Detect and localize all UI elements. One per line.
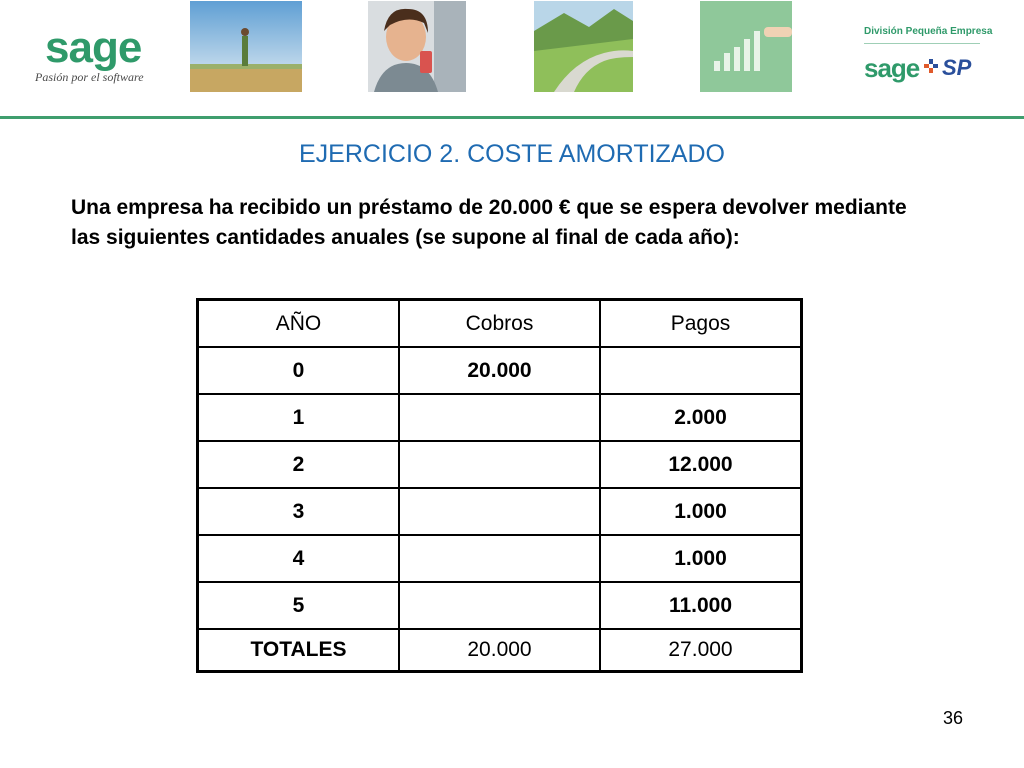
totals-pagos: 27.000 — [600, 629, 802, 672]
cell-cobros — [399, 535, 600, 582]
totals-cobros: 20.000 — [399, 629, 600, 672]
cell-cobros — [399, 441, 600, 488]
cell-pagos: 1.000 — [600, 535, 802, 582]
exercise-statement: Una empresa ha recibido un préstamo de 20.000 € que se espera devolver mediante las siguientes cantidades anuales (se supone al final de cada año): — [71, 196, 907, 249]
division-label: División Pequeña Empresa — [864, 26, 993, 37]
cell-year: 3 — [198, 488, 400, 535]
column-header-pagos: Pagos — [600, 300, 802, 348]
sp-cross-icon — [924, 59, 938, 73]
cell-year: 2 — [198, 441, 400, 488]
page-number: 36 — [942, 708, 963, 728]
cell-pagos: 12.000 — [600, 441, 802, 488]
sage-logo — [35, 23, 155, 88]
table-row — [198, 582, 802, 629]
column-header-cobros: Cobros — [399, 300, 600, 348]
cell-cobros — [399, 394, 600, 441]
table-header-row — [198, 300, 802, 348]
table-row — [198, 347, 802, 394]
totals-row — [198, 629, 802, 672]
cell-pagos: 2.000 — [600, 394, 802, 441]
cell-year: 4 — [198, 535, 400, 582]
slide-title: EJERCICIO 2. COSTE AMORTIZADO — [299, 140, 725, 168]
column-header-year: AÑO — [198, 300, 400, 348]
chart-on-board-photo — [700, 1, 792, 92]
division-divider — [864, 43, 980, 44]
loan-cashflow-table — [196, 298, 803, 673]
cell-pagos: 11.000 — [600, 582, 802, 629]
sage-logo-wordmark: sage — [45, 23, 142, 72]
sp-wordmark: SP — [942, 55, 972, 80]
cell-year: 0 — [198, 347, 400, 394]
woman-with-phone-photo — [368, 1, 466, 92]
totals-label: TOTALES — [198, 629, 400, 672]
cell-cobros — [399, 582, 600, 629]
cell-year: 5 — [198, 582, 400, 629]
table-row — [198, 535, 802, 582]
mountain-road-photo — [534, 1, 633, 92]
cell-cobros: 20.000 — [399, 347, 600, 394]
cell-pagos: 1.000 — [600, 488, 802, 535]
table-row — [198, 394, 802, 441]
cell-year: 1 — [198, 394, 400, 441]
table-row — [198, 488, 802, 535]
cell-cobros — [399, 488, 600, 535]
header-divider — [0, 116, 1024, 119]
sage-tagline: Pasión por el software — [35, 70, 144, 84]
cell-pagos — [600, 347, 802, 394]
sage-sp-logo — [864, 26, 993, 86]
table-row — [198, 441, 802, 488]
woman-in-field-photo — [190, 1, 302, 92]
slide-header — [0, 0, 1024, 116]
sage-sp-wordmark: sage — [864, 53, 920, 83]
